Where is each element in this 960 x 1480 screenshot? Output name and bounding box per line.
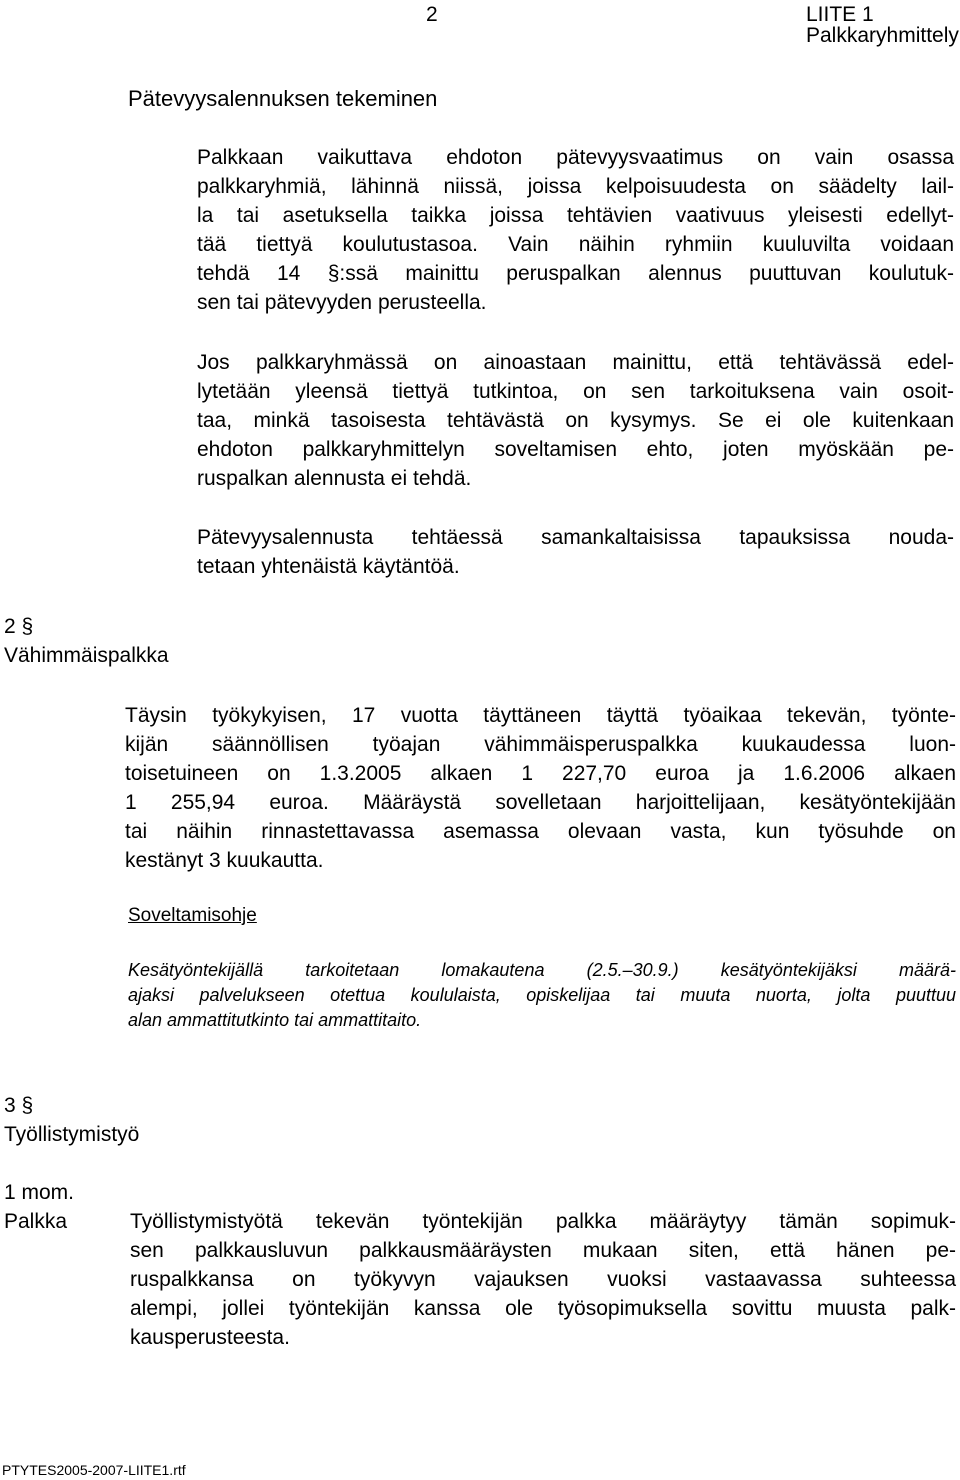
section-3-body: Työllistymistyötä tekevän työntekijän palkka määräytyy tämän sopimuk- sen palkkausluvun palkkausmääräysten mukaan siten, että hänen pe- ruspalkkansa on työkyvyn vajauksen vuoksi vastaavassa suhteessa alempi, jollei työntekijän kanssa ole työsopimuksella sovittu muusta palk- kausperusteesta. bbox=[130, 1210, 956, 1349]
guidance-heading: Soveltamisohje bbox=[128, 905, 257, 926]
footer-filename: PTYTES2005-2007-LIITE1.rtf bbox=[2, 1462, 186, 1478]
paragraph-2: Jos palkkaryhmässä on ainoastaan mainittu, että tehtävässä edel- lytetään yleensä tiettyä tutkintoa, on sen tarkoituksena vain osoit- taa, minkä tasoisesta tehtävästä on kysymys. Se ei ole kuitenkaan ehdoton palkkaryhmittelyn soveltamisen ehto, joten myöskään pe- ruspalkan alennusta ei tehdä. bbox=[197, 351, 954, 490]
section-3-title: Työllistymistyö bbox=[4, 1123, 140, 1146]
paragraph-1: Palkkaan vaikuttava ehdoton pätevyysvaatimus on vain osassa palkkaryhmiä, lähinnä niissä, joissa kelpoisuudesta on säädelty lail- la tai asetuksella taikka joissa tehtävien vaativuus yleisesti edellyt- tää tiettyä koulutustasoa. Vain näihin ryhmiin kuuluvilta voidaan tehdä 14 §:ssä mainittu peruspalkan alennus puuttuvan koulutuk- sen tai pätevyyden perusteella. bbox=[197, 146, 954, 314]
guidance-text: Kesätyöntekijällä tarkoitetaan lomakautena (2.5.–30.9.) kesätyöntekijäksi määrä- ajaksi palvelukseen otettua koululaista, opiskelijaa tai muuta nuorta, jolta puuttuu alan ammattitutkinto tai ammattitaito. bbox=[128, 960, 956, 1030]
appendix-label: LIITE 1 bbox=[806, 3, 874, 26]
section-2-title: Vähimmäispalkka bbox=[4, 644, 169, 667]
section-2-body: Täysin työkykyisen, 17 vuotta täyttäneen täyttä työaikaa tekevän, työnte- kijän säännöllisen työajan vähimmäisperuspalkka kuukaudessa luon- toisetuineen on 1.3.2005 alkaen 1 227,70 euroa ja 1.6.2006 alkaen 1 255,94 euroa. Määräystä sovelletaan harjoittelijaan, kesätyöntekijään tai näihin rinnastettavassa asemassa olevaan vasta, kun työsuhde on kestänyt 3 kuukautta. bbox=[125, 704, 956, 872]
section-2-number: 2 § bbox=[4, 615, 34, 638]
header-subtitle: Palkkaryhmittely bbox=[806, 24, 959, 47]
moment-label: Palkka bbox=[4, 1210, 68, 1233]
paragraph-3: Pätevyysalennusta tehtäessä samankaltaisissa tapauksissa nouda- tetaan yhtenäistä käytäntöä. bbox=[197, 526, 954, 578]
page-number: 2 bbox=[426, 3, 438, 26]
section-3-number: 3 § bbox=[4, 1094, 34, 1117]
moment-number: 1 mom. bbox=[4, 1181, 75, 1204]
section-title: Pätevyysalennuksen tekeminen bbox=[128, 86, 438, 111]
